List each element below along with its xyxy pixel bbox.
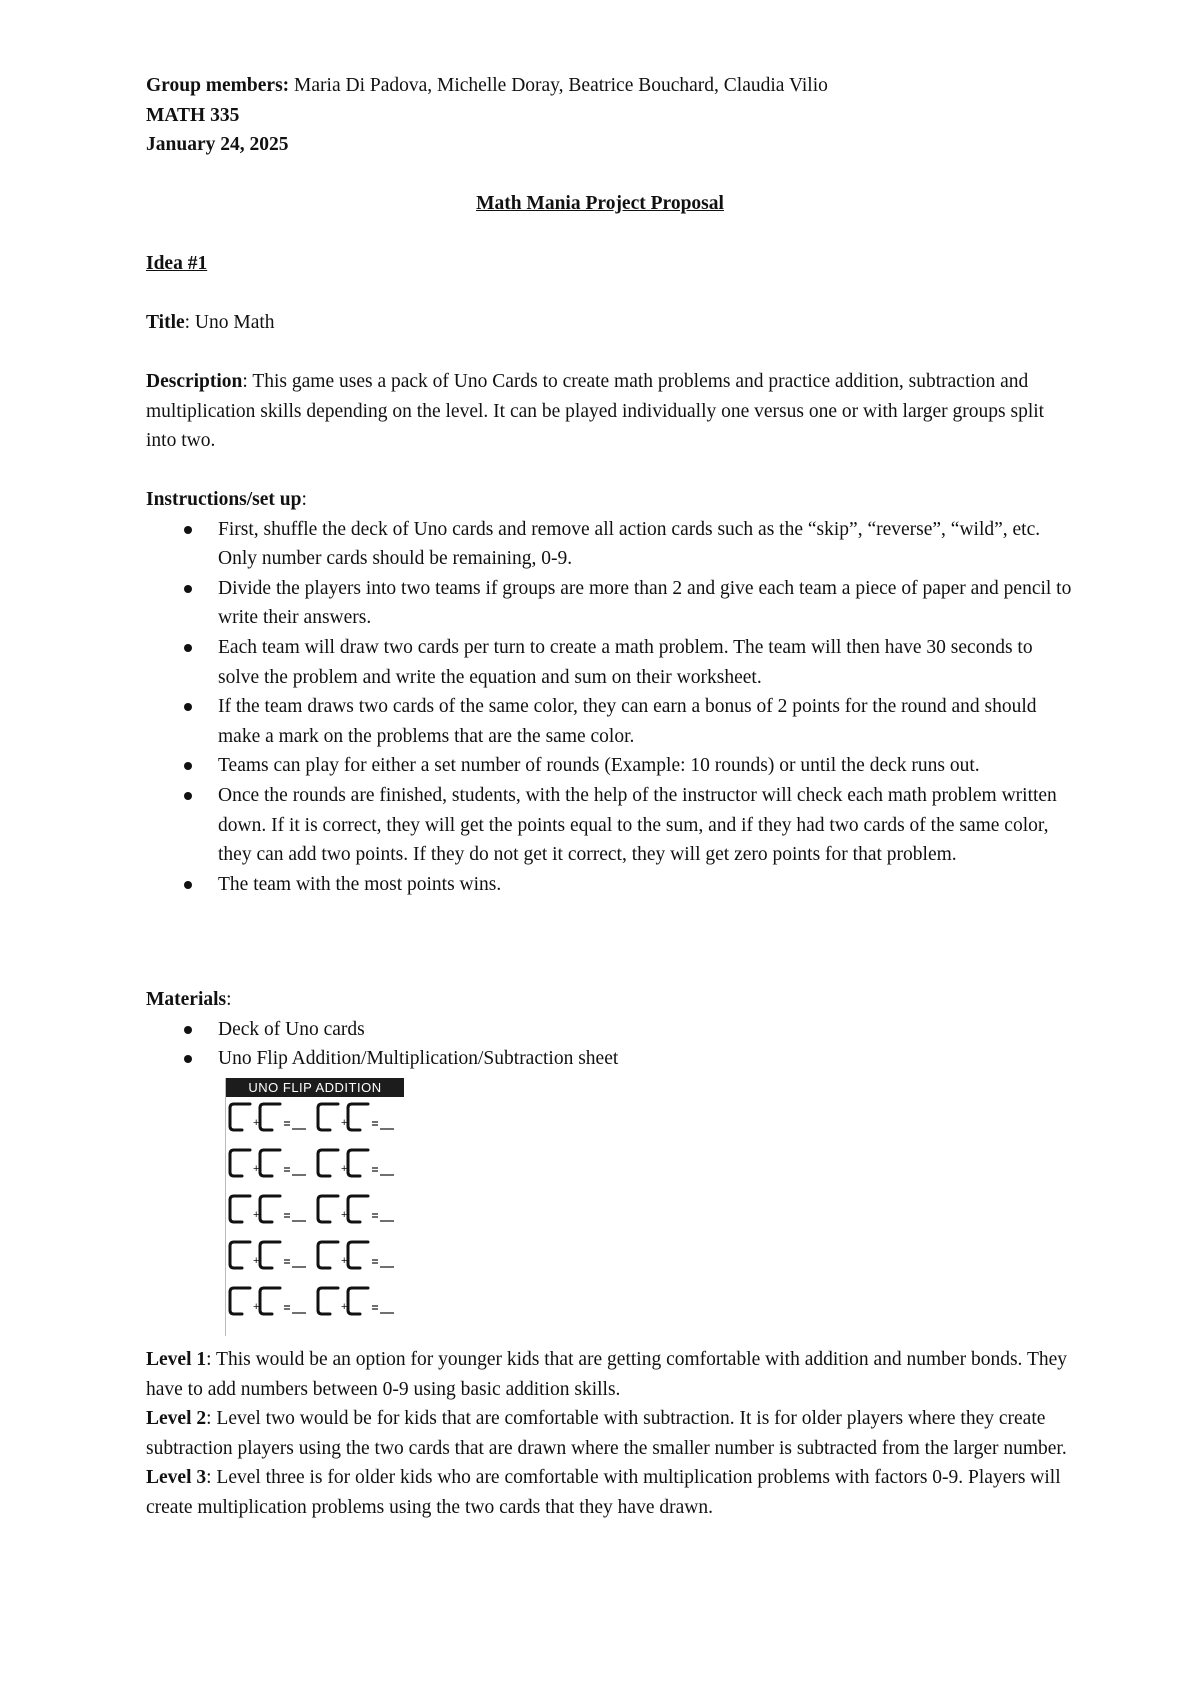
group-members-names: Maria Di Padova, Michelle Doray, Beatrice Bouchard, Claudia Vilio [289, 75, 828, 96]
plus-sign-icon: + [253, 1255, 260, 1267]
worksheet-title: UNO FLIP ADDITION [226, 1078, 404, 1097]
plus-sign-icon: + [341, 1255, 348, 1267]
plus-sign-icon: + [341, 1209, 348, 1221]
card-outline-icon [348, 1242, 368, 1268]
card-outline-icon [260, 1150, 280, 1176]
game-title-line [146, 308, 1076, 338]
level-1-paragraph [146, 1345, 1076, 1404]
description-label: Description [146, 371, 243, 392]
group-members-label: Group members: [146, 75, 290, 96]
uno-flip-worksheet-image [225, 1078, 404, 1336]
card-outline-icon [348, 1196, 368, 1222]
list-item: Once the rounds are finished, students, with the help of the instructor will check each math problem written down. If it is correct, they will get the points equal to the sum, and if they had two cards of the same color, they can add two points. If they do not get it correct, they will get zero points for that problem. [146, 781, 1076, 870]
list-item: Deck of Uno cards [146, 1015, 1076, 1045]
card-outline-icon [260, 1104, 280, 1130]
card-outline-icon [230, 1104, 250, 1130]
list-item: First, shuffle the deck of Uno cards and remove all action cards such as the “skip”, “reverse”, “wild”, etc. Only number cards should be remaining, 0-9. [146, 515, 1076, 574]
card-outline-icon [318, 1242, 338, 1268]
materials-colon: : [226, 989, 232, 1010]
description-text: : This game uses a pack of Uno Cards to create math problems and practice addition, subtraction and multiplication skills depending on the level. It can be played individually one versus one or with larger groups split into two. [146, 371, 1045, 452]
card-outline-icon [260, 1196, 280, 1222]
group-members-line [146, 71, 1076, 101]
page-title: Math Mania Project Proposal [476, 193, 724, 214]
card-outline-icon [260, 1242, 280, 1268]
instructions-section [146, 485, 1076, 899]
plus-sign-icon: + [341, 1163, 348, 1175]
materials-list [146, 1015, 1076, 1074]
levels-section [146, 1345, 1076, 1523]
plus-sign-icon: + [341, 1117, 348, 1129]
card-outline-icon [348, 1288, 368, 1314]
description-paragraph [146, 367, 1076, 456]
instructions-list [146, 515, 1076, 900]
instructions-heading [146, 485, 1076, 515]
level-1-text: : This would be an option for younger kids that are getting comfortable with addition and number bonds. They have to add numbers between 0-9 using basic addition skills. [146, 1349, 1068, 1400]
game-title-label: Title [146, 312, 185, 333]
worksheet-grid [226, 1100, 404, 1336]
level-3-label: Level 3 [146, 1467, 207, 1489]
course-code: MATH 335 [146, 104, 240, 126]
card-outline-icon [348, 1150, 368, 1176]
plus-sign-icon: + [253, 1117, 260, 1129]
card-outline-icon [260, 1288, 280, 1314]
card-outline-icon [318, 1104, 338, 1130]
instructions-label: Instructions/set up [146, 489, 302, 510]
plus-sign-icon: + [253, 1163, 260, 1175]
header-block [146, 71, 1076, 160]
plus-sign-icon: + [253, 1301, 260, 1313]
level-3-paragraph [146, 1463, 1076, 1522]
materials-section [146, 985, 1076, 1074]
card-outline-icon [318, 1288, 338, 1314]
level-3-text: : Level three is for older kids who are comfortable with multiplication problems with factors 0-9. Players will create multiplication problems using the two cards that they have drawn. [146, 1467, 1061, 1518]
document-date: January 24, 2025 [146, 134, 289, 156]
game-title-value: : Uno Math [184, 312, 275, 333]
card-outline-icon [230, 1242, 250, 1268]
plus-sign-icon: + [253, 1209, 260, 1221]
level-2-text: : Level two would be for kids that are comfortable with subtraction. It is for older players where they create subtraction players using the two cards that are drawn where the smaller number is subtracted from the larger number. [146, 1408, 1067, 1459]
card-outline-icon [348, 1104, 368, 1130]
level-2-label: Level 2 [146, 1408, 207, 1430]
idea-heading-text: Idea #1 [146, 253, 208, 274]
list-item: The team with the most points wins. [146, 870, 1076, 900]
idea-heading [146, 249, 1076, 279]
card-outline-icon [318, 1150, 338, 1176]
card-outline-icon [230, 1150, 250, 1176]
level-2-paragraph [146, 1404, 1076, 1463]
list-item: Teams can play for either a set number of rounds (Example: 10 rounds) or until the deck runs out. [146, 751, 1076, 781]
materials-heading [146, 985, 1076, 1015]
list-item: Each team will draw two cards per turn to create a math problem. The team will then have 30 seconds to solve the problem and write the equation and sum on their worksheet. [146, 633, 1076, 692]
card-outline-icon [230, 1196, 250, 1222]
instructions-colon: : [301, 489, 307, 510]
plus-sign-icon: + [341, 1301, 348, 1313]
list-item: Uno Flip Addition/Multiplication/Subtraction sheet [146, 1044, 1076, 1074]
level-1-label: Level 1 [146, 1349, 207, 1370]
card-outline-icon [318, 1196, 338, 1222]
list-item: Divide the players into two teams if groups are more than 2 and give each team a piece of paper and pencil to write their answers. [146, 574, 1076, 633]
card-outline-icon [230, 1288, 250, 1314]
list-item: If the team draws two cards of the same color, they can earn a bonus of 2 points for the round and should make a mark on the problems that are the same color. [146, 692, 1076, 751]
materials-label: Materials [146, 989, 227, 1010]
